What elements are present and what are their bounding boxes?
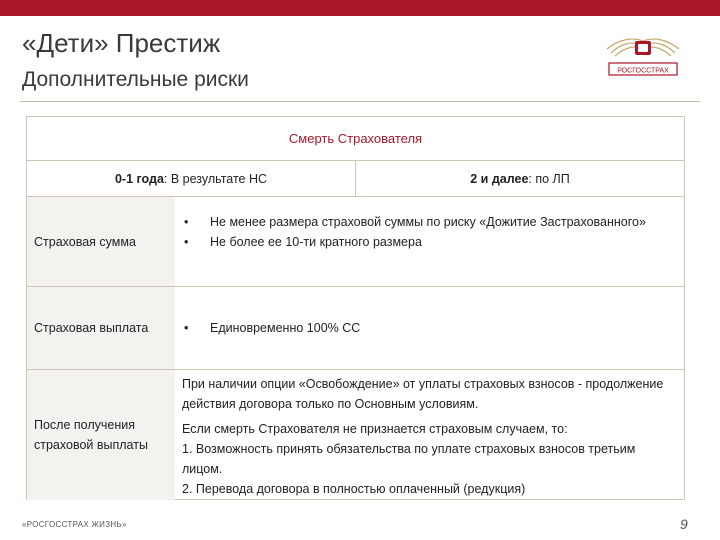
row-label-after-payout — [27, 370, 175, 500]
row-label-payout — [27, 287, 175, 370]
risk-table — [26, 116, 685, 500]
period-right-bold: 2 и далее — [470, 171, 529, 186]
paragraph: При наличии опции «Освобождение» от уплаты страховых взносов - продолжение действия договора только по Основным условиям. — [182, 377, 664, 411]
footer-brand: «РОСГОССТРАХ ЖИЗНЬ» — [22, 520, 127, 529]
period-left — [27, 161, 356, 197]
slide-subtitle: Дополнительные риски — [22, 68, 249, 91]
header-divider — [20, 101, 700, 102]
period-left-bold: 0-1 года — [114, 171, 164, 186]
row-label-text: Страховая сумма — [34, 234, 136, 249]
top-accent-bar — [0, 0, 720, 16]
logo-text: РОСГОССТРАХ — [617, 67, 669, 75]
row-value-sum — [175, 197, 684, 287]
paragraph: Если смерть Страхователя не признается страховым случаем, то: — [182, 422, 568, 436]
row-label-sum — [27, 197, 175, 287]
slide-title: «Дети» Престиж — [22, 28, 221, 58]
list-item: • Единовременно 100% СС — [184, 321, 361, 335]
period-right-rest: : по ЛП — [528, 171, 570, 186]
table-header: Смерть Страхователя — [27, 117, 684, 161]
paragraph: 2. Перевода договора в полностью оплаченный (редукция) — [182, 482, 526, 496]
page-number: 9 — [680, 516, 688, 532]
row-label-text: Страховая выплата — [34, 321, 149, 335]
paragraph: 1. Возможность принять обязательства по уплате страховых взносов третьим лицом. — [182, 442, 636, 476]
row-value-payout — [175, 287, 684, 370]
row-label-text: После получения страховой выплаты — [34, 418, 148, 452]
list-item: • Не более ее 10-ти кратного размера — [184, 235, 422, 249]
rosgosstrakh-logo-icon — [597, 33, 689, 85]
period-right — [356, 161, 684, 197]
row-value-after-payout — [175, 370, 684, 500]
list-item: • Не менее размера страховой суммы по риску «Дожитие Застрахованного» — [184, 215, 646, 229]
period-left-rest: : В результате НС — [163, 171, 268, 186]
